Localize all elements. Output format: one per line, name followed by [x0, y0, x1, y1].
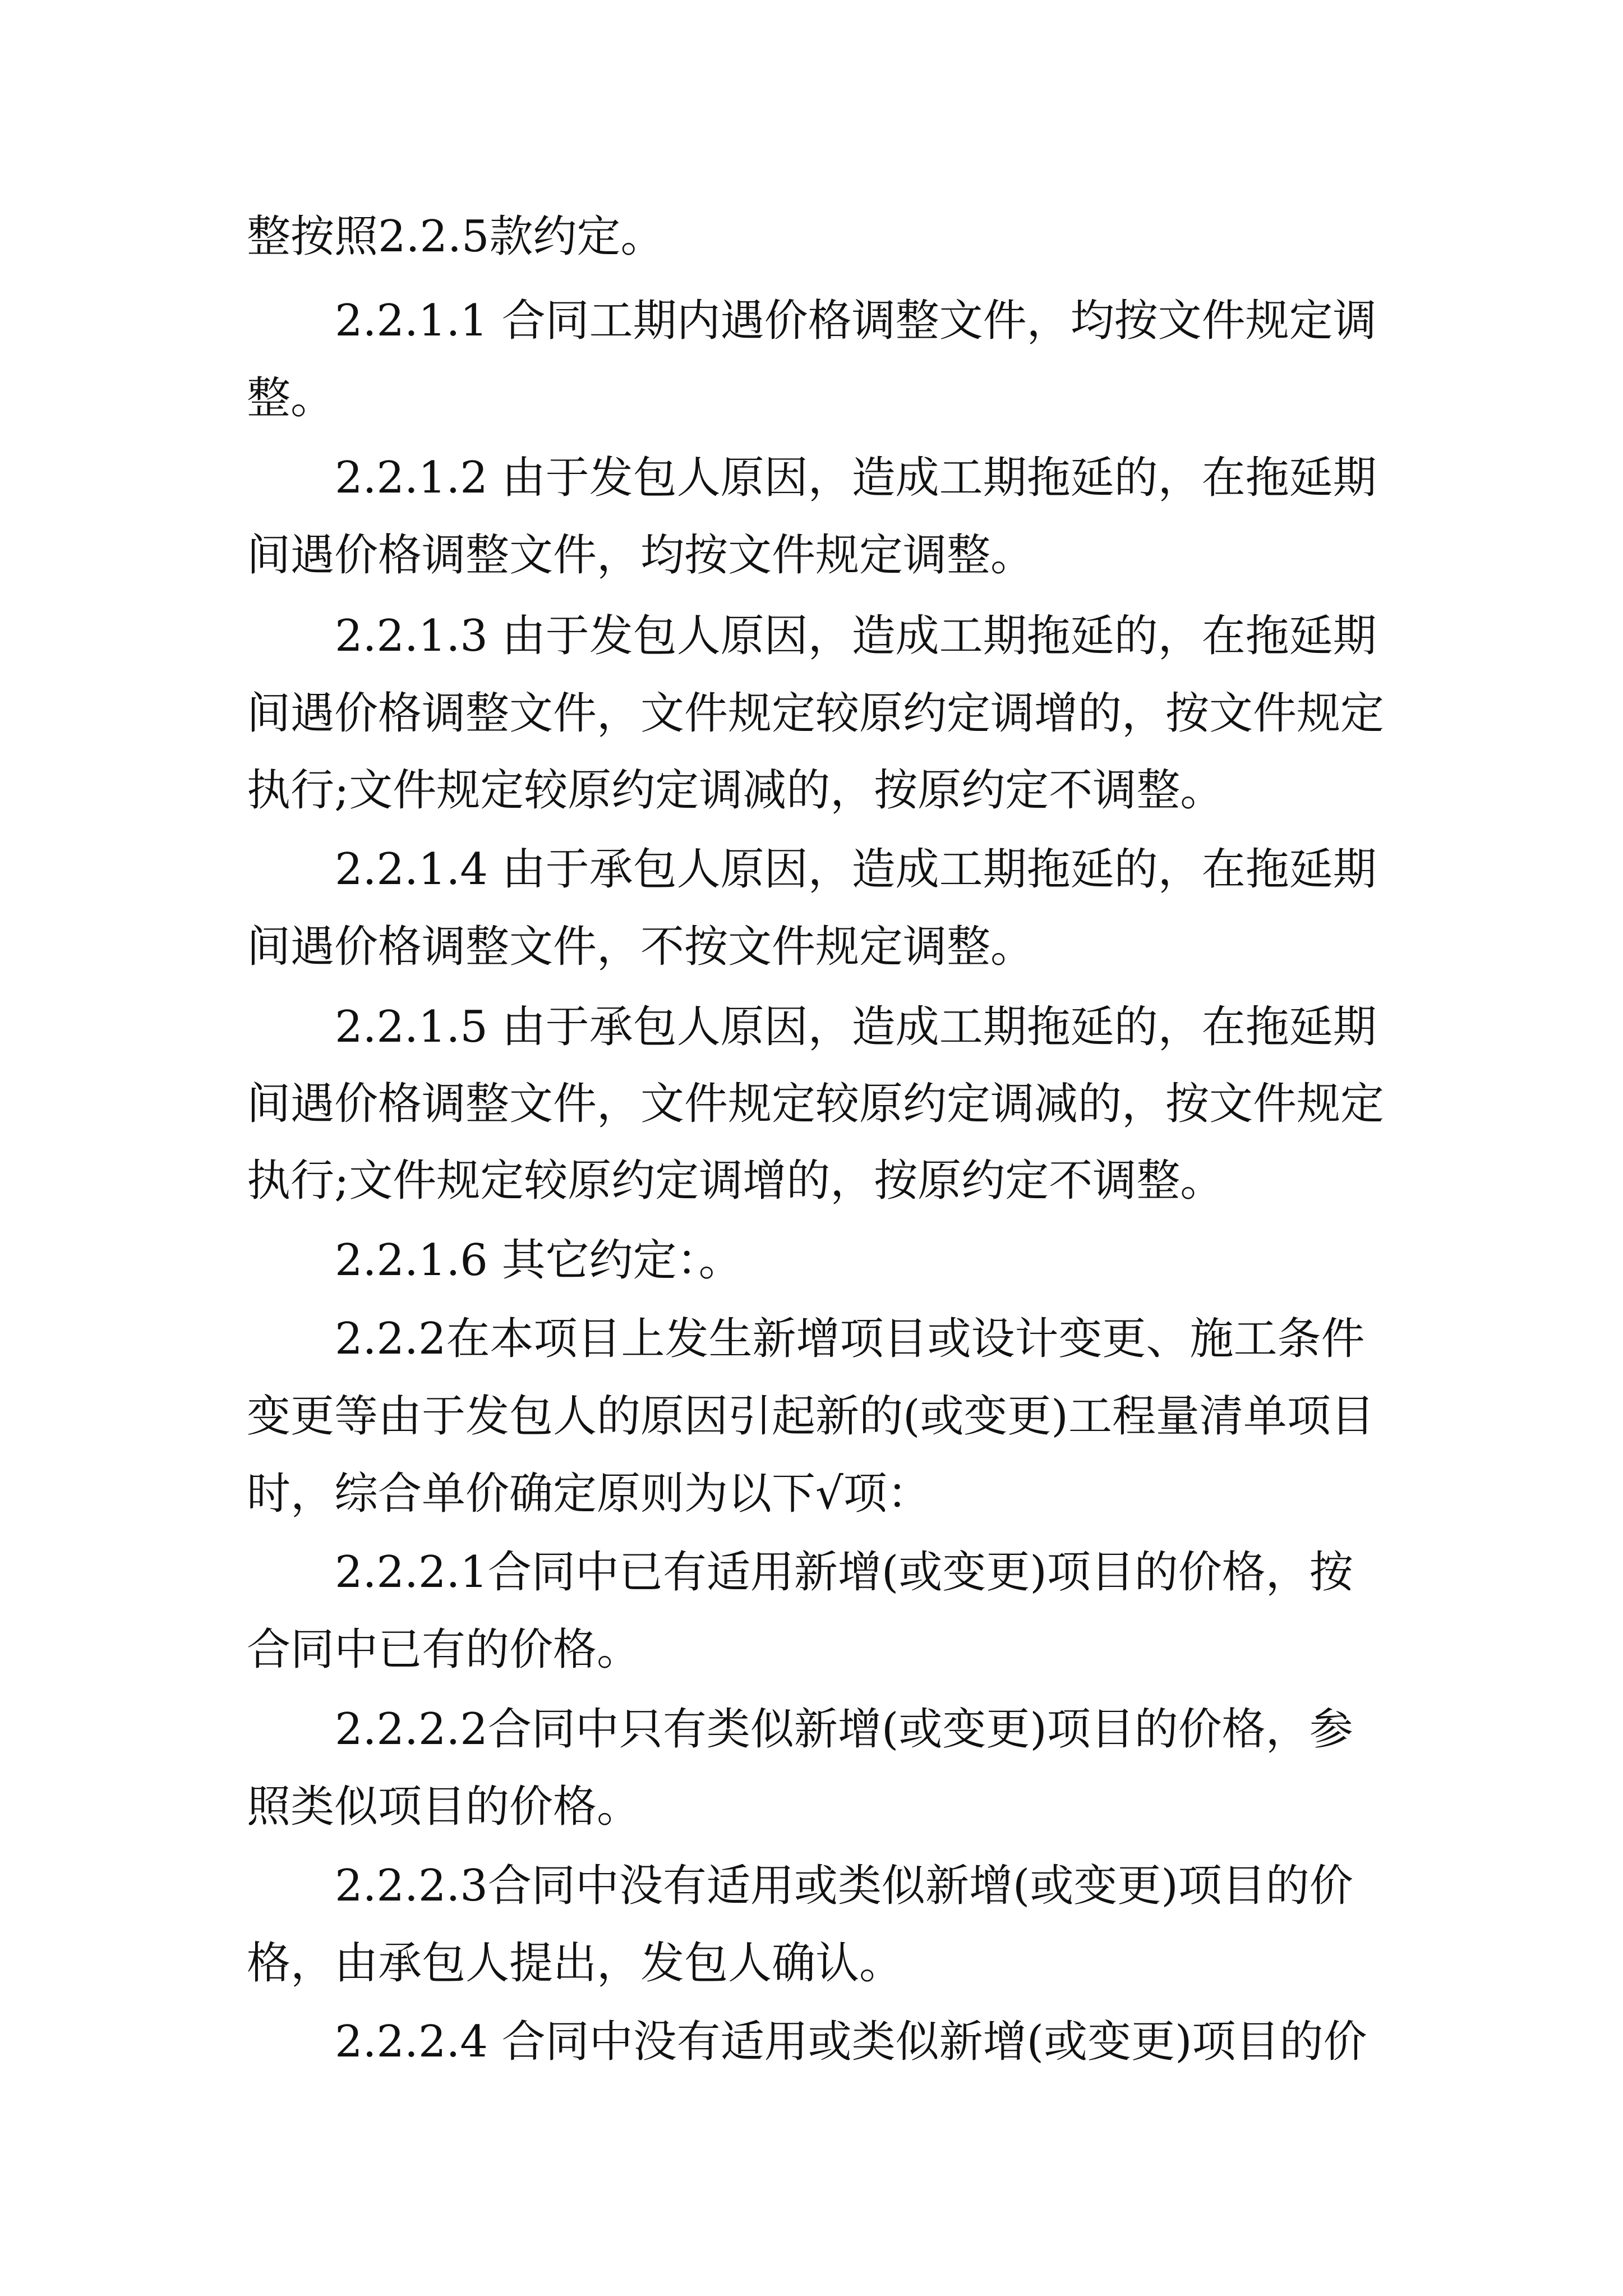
clause-heading-line: 2.2.1.3 由于发包人原因，造成工期拖延的，在拖延期 [335, 611, 1377, 661]
paragraph-line: 时，综合单价确定原则为以下√项： [247, 1469, 931, 1519]
clause-heading-line: 2.2.1.6 其它约定：。 [335, 1235, 743, 1286]
clause-heading-line: 2.2.2.3合同中没有适用或类似新增(或变更)项目的价 [335, 1861, 1353, 1911]
paragraph-line: 整。 [247, 373, 335, 424]
paragraph-line: 照类似项目的价格。 [247, 1782, 641, 1832]
clause-heading-line: 2.2.2.4 合同中没有适用或类似新增(或变更)项目的价 [335, 2017, 1367, 2067]
clause-heading-line: 2.2.2在本项目上发生新增项目或设计变更、施工条件 [335, 1314, 1365, 1364]
clause-heading-line: 2.2.1.1 合同工期内遇价格调整文件，均按文件规定调 [335, 296, 1377, 346]
clause-heading-line: 2.2.1.5 由于承包人原因，造成工期拖延的，在拖延期 [335, 1002, 1377, 1052]
paragraph-line: 间遇价格调整文件，文件规定较原约定调减的，按文件规定 [247, 1079, 1385, 1129]
paragraph-line: 间遇价格调整文件，文件规定较原约定调增的，按文件规定 [247, 688, 1385, 739]
paragraph-line: 格，由承包人提出，发包人确认。 [247, 1938, 903, 1989]
clause-heading-line: 2.2.2.2合同中只有类似新增(或变更)项目的价格，参 [335, 1704, 1353, 1755]
clause-heading-line: 2.2.1.4 由于承包人原因，造成工期拖延的，在拖延期 [335, 844, 1377, 895]
paragraph-line: 间遇价格调整文件，均按文件规定调整。 [247, 530, 1035, 581]
paragraph-line: 间遇价格调整文件，不按文件规定调整。 [247, 922, 1035, 972]
clause-heading-line: 2.2.1.2 由于发包人原因，造成工期拖延的，在拖延期 [335, 453, 1377, 503]
clause-heading-line: 2.2.2.1合同中已有适用新增(或变更)项目的价格，按 [335, 1547, 1353, 1598]
paragraph-line: 执行;文件规定较原约定调减的，按原约定不调整。 [247, 765, 1224, 816]
paragraph-line: 变更等由于发包人的原因引起新的(或变更)工程量清单项目 [247, 1391, 1375, 1442]
paragraph-line: 执行;文件规定较原约定调增的，按原约定不调整。 [247, 1156, 1224, 1206]
paragraph-line: 整按照2.2.5款约定。 [247, 211, 665, 262]
paragraph-line: 合同中已有的价格。 [247, 1625, 641, 1675]
